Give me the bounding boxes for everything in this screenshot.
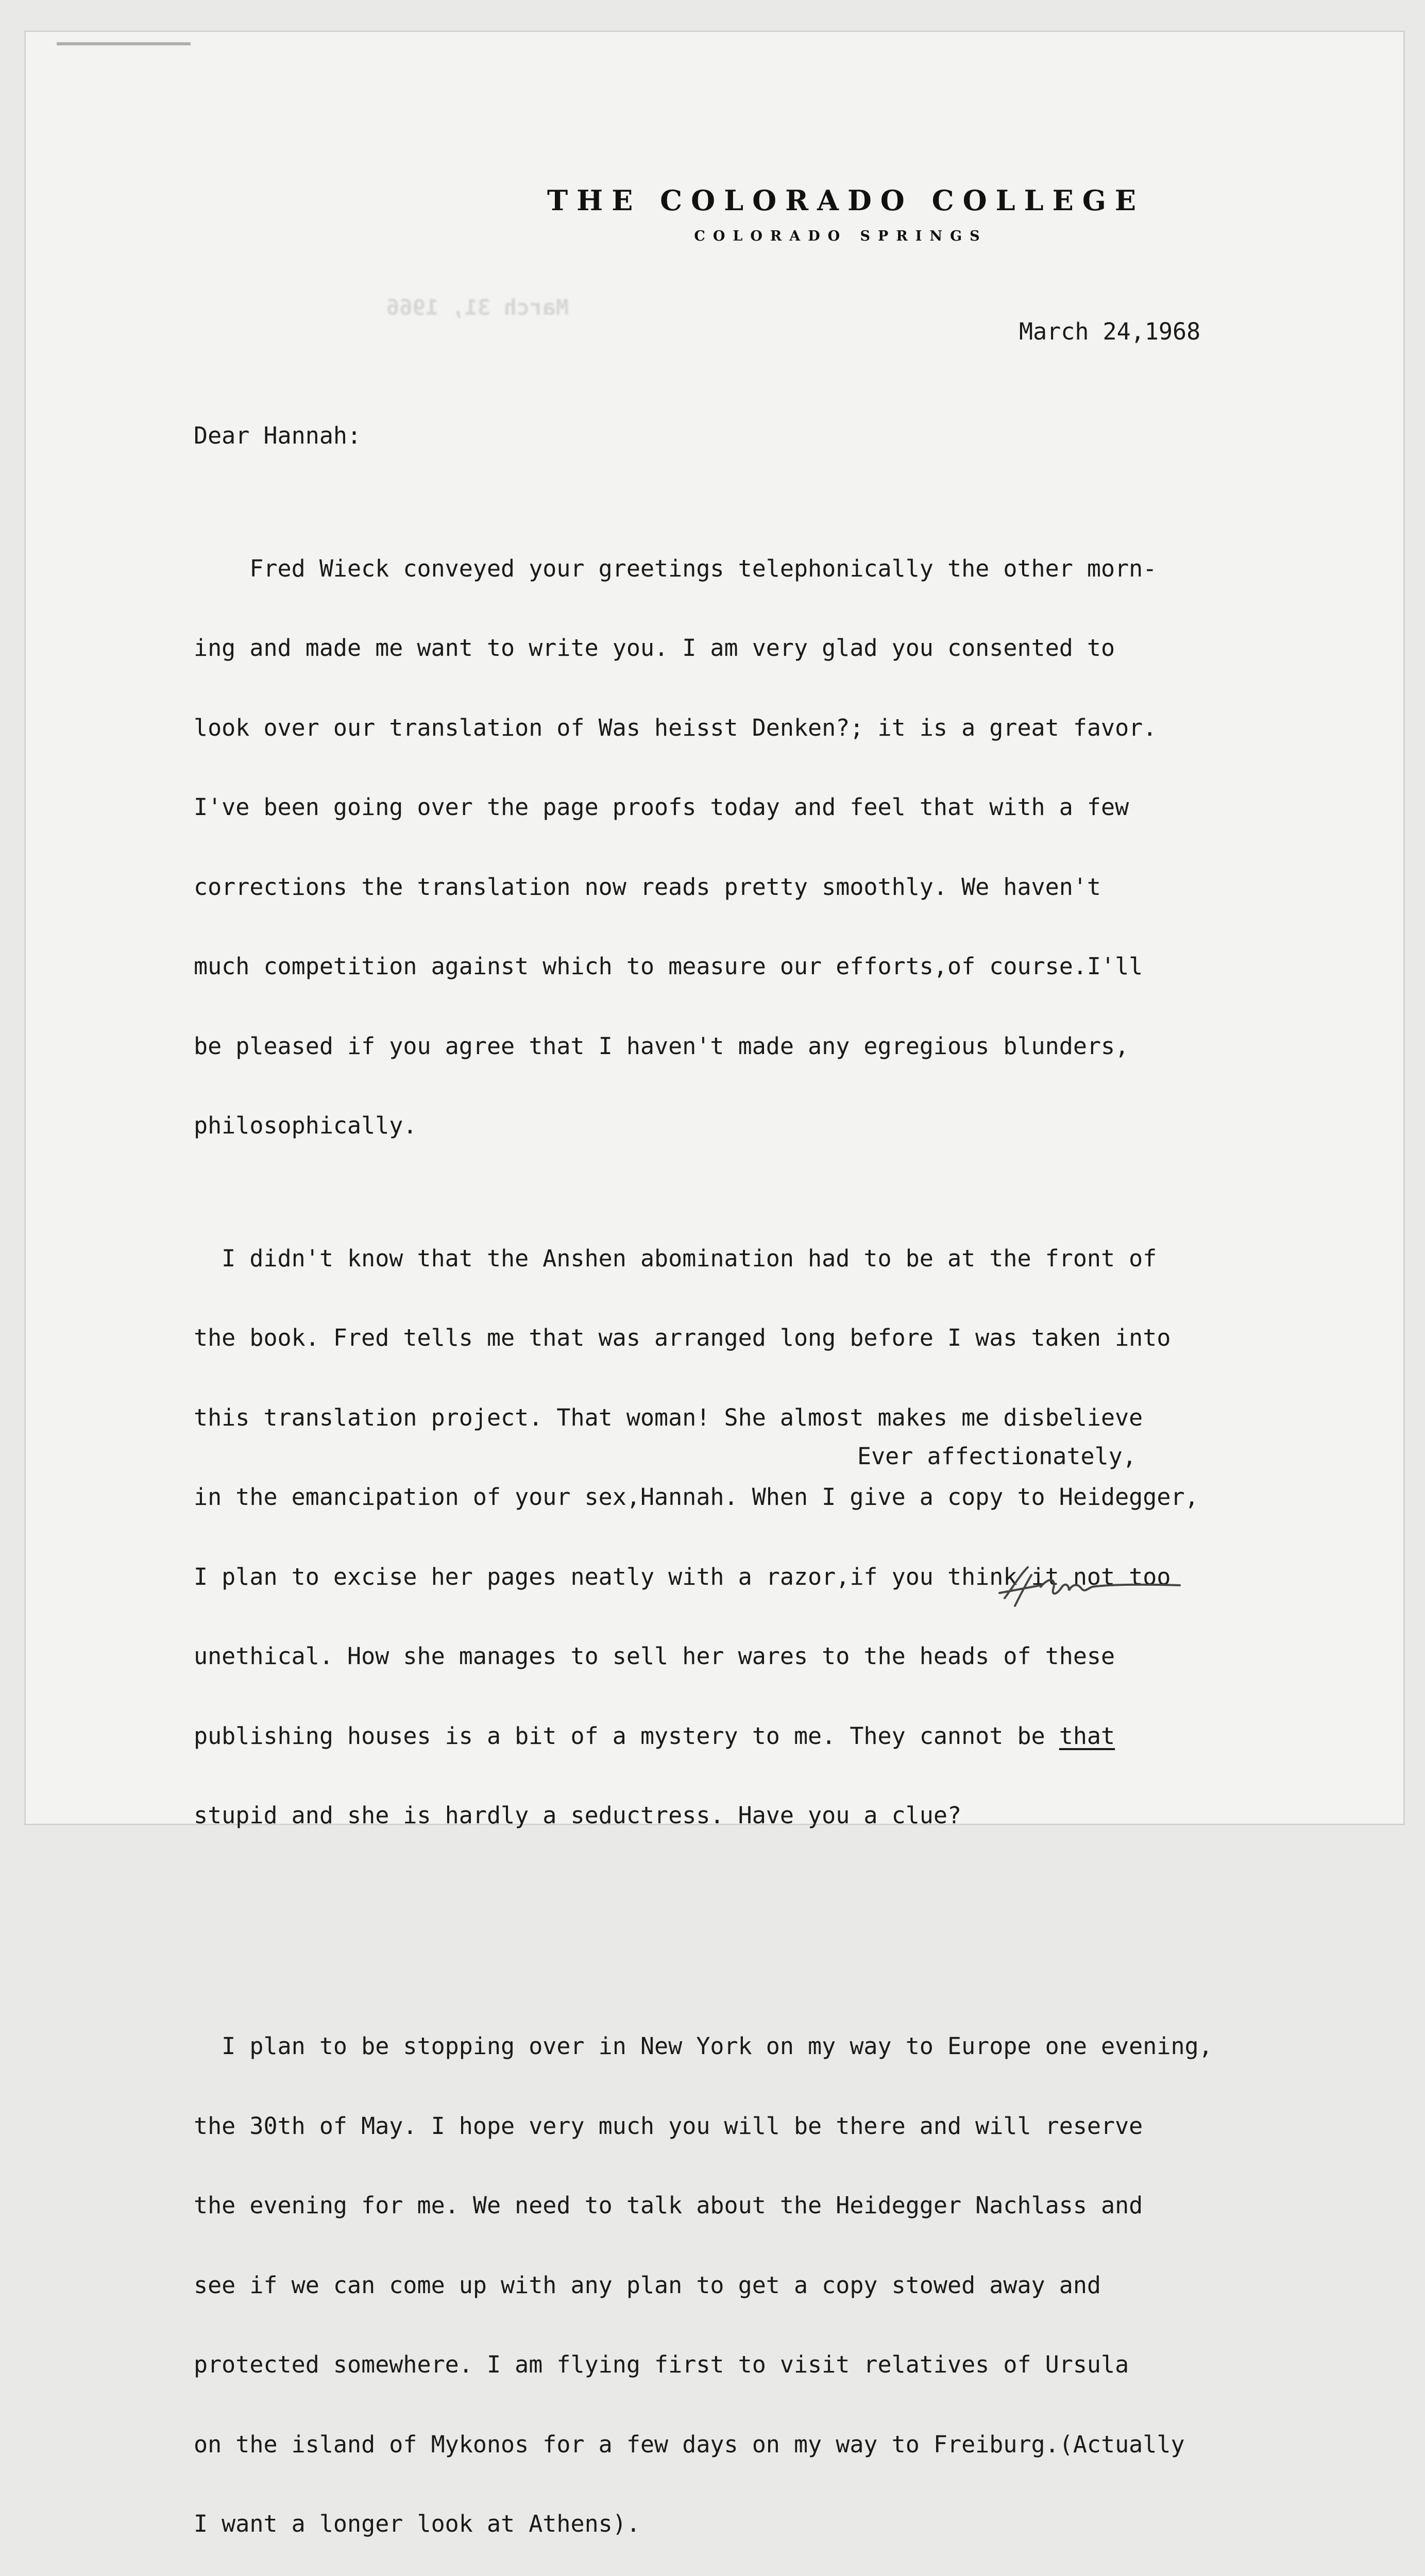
body-line: this translation project. That woman! She almost makes me disbelieve (194, 1403, 1143, 1431)
body-line: ing and made me want to write you. I am very glad you consented to (194, 634, 1115, 662)
letter-date: March 24,1968 (1019, 318, 1201, 345)
body-line: much competition against which to measure our efforts,of course.I'll (194, 953, 1143, 980)
body-line: see if we can come up with any plan to get a copy stowed away and (194, 2271, 1101, 2299)
letterhead-institution: THE COLORADO COLLEGE (547, 184, 1145, 217)
body-line: I've been going over the page proofs today and feel that with a few (194, 793, 1129, 821)
letterhead-location: COLORADO SPRINGS (694, 228, 988, 244)
body-line: the book. Fred tells me that was arranged long before I was taken into (194, 1324, 1171, 1351)
body-line-text: publishing houses is a bit of a mystery to me. They cannot be (194, 1722, 1059, 1750)
signature (984, 1557, 1190, 1614)
scan-mark (57, 42, 191, 55)
salutation: Dear Hannah: (194, 422, 362, 449)
body-line: I didn't know that the Anshen abomination had to be at the front of (194, 1244, 1157, 1272)
body-line: unethical. How she manages to sell her wares to the heads of these (194, 1642, 1115, 1670)
body-line: protected somewhere. I am flying first to visit relatives of Ursula (194, 2351, 1129, 2378)
body-line: I plan to be stopping over in New York on my way to Europe one evening, (194, 2032, 1213, 2060)
body-line: I want a longer look at Athens). (194, 2510, 640, 2537)
body-line: the 30th of May. I hope very much you will be there and will reserve (194, 2112, 1143, 2140)
body-line-with-underline (194, 1723, 1213, 1750)
body-line: the evening for me. We need to talk about the Heidegger Nachlass and (194, 2192, 1143, 2219)
body-line: be pleased if you agree that I haven't made any egregious blunders, (194, 1032, 1129, 1060)
letter-body (194, 369, 1213, 2576)
body-line: on the island of Mykonos for a few days on my way to Freiburg.(Actually (194, 2430, 1185, 2458)
body-line: I plan to excise her pages neatly with a razor,if you think it not too (194, 1563, 1171, 1590)
body-line: philosophically. (194, 1112, 417, 1139)
letterhead (26, 184, 1403, 244)
bleed-through-text: March 31, 1966 (386, 295, 569, 320)
body-line: look over our translation of Was heisst Denken?; it is a great favor. (194, 714, 1157, 741)
body-line: Fred Wieck conveyed your greetings telephonically the other morn- (194, 554, 1157, 582)
body-line: corrections the translation now reads pretty smoothly. We haven't (194, 873, 1101, 901)
underlined-word: that (1059, 1722, 1115, 1750)
body-line: stupid and she is hardly a seductress. Have you a clue? (194, 1802, 962, 1829)
body-line: in the emancipation of your sex,Hannah. When I give a copy to Heidegger, (194, 1483, 1199, 1511)
closing: Ever affectionately, (857, 1443, 1136, 1470)
letter-page (25, 31, 1404, 2537)
